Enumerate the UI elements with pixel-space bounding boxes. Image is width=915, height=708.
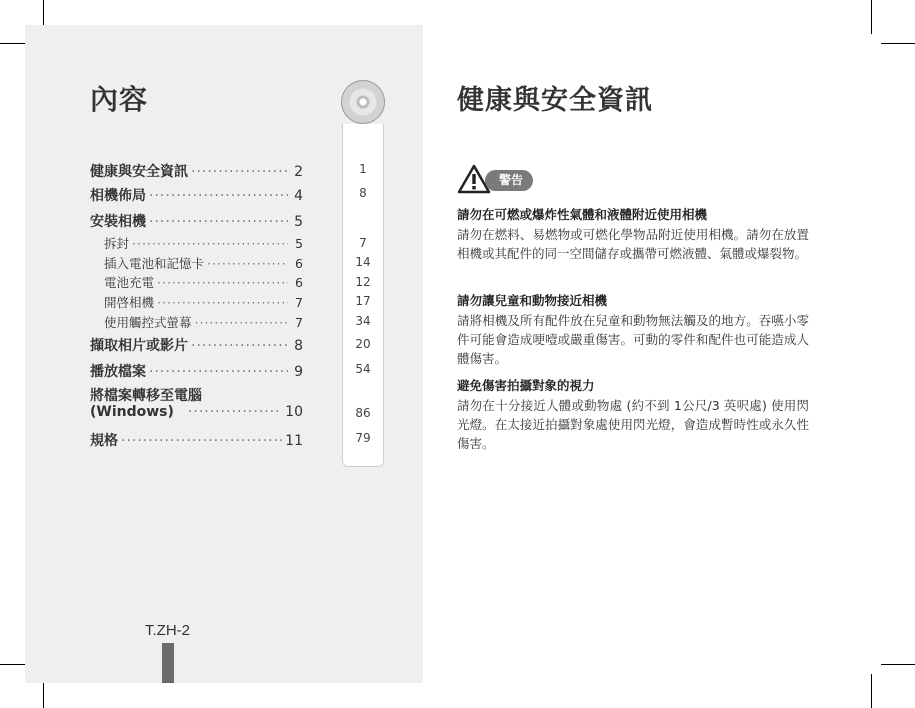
toc-subentry[interactable] — [104, 234, 303, 252]
toc-title: 內容 — [90, 83, 149, 116]
strip-number: 1 — [359, 162, 367, 176]
page-number: T.ZH-2 — [145, 622, 190, 639]
toc-entry-page: 6 — [295, 256, 303, 271]
leader-dots — [191, 164, 288, 180]
safety-section — [457, 377, 809, 453]
toc-entry[interactable] — [90, 211, 303, 231]
strip-number: 20 — [355, 337, 371, 351]
leader-dots — [188, 404, 282, 420]
toc-entry-page: 2 — [294, 164, 303, 180]
disc-icon — [341, 80, 385, 124]
toc-entry-label: 電池充電 — [104, 275, 155, 290]
strip-number: 34 — [355, 314, 371, 328]
toc-entry[interactable] — [90, 430, 303, 450]
toc-entry-page: 7 — [295, 315, 303, 330]
toc-subentry[interactable] — [104, 254, 303, 272]
leader-dots — [157, 295, 288, 310]
toc-entry-page: 11 — [285, 433, 303, 449]
leader-dots — [132, 236, 288, 251]
strip-number: 8 — [359, 186, 367, 200]
section-body: 請勿在十分接近人體或動物處 (約不到 1公尺/3 英呎處) 使用閃光燈。在太接近拍攝對象處使用閃光燈，會造成暫時性或永久性傷害。 — [457, 398, 809, 451]
leader-dots — [157, 275, 288, 290]
crop-mark — [871, 674, 872, 708]
section-heading: 請勿讓兒童和動物接近相機 — [457, 293, 608, 308]
warning-badge: 警告 — [485, 170, 533, 191]
leader-dots — [195, 315, 288, 330]
leader-dots — [207, 256, 288, 271]
toc-entry-label: 相機佈局 — [90, 188, 146, 204]
toc-entry[interactable] — [90, 361, 303, 381]
page-tab-marker — [162, 643, 174, 683]
toc-entry-label: 拆封 — [104, 236, 130, 251]
toc-entry-label: 開啓相機 — [104, 295, 155, 310]
toc-entry-page: 9 — [294, 364, 303, 380]
toc-entry-label: 規格 — [90, 433, 118, 449]
safety-section — [457, 206, 809, 263]
strip-number: 17 — [355, 294, 371, 308]
crop-mark — [881, 664, 915, 665]
toc-entry-page: 10 — [285, 404, 303, 420]
toc-entry-page: 5 — [294, 214, 303, 230]
strip-number: 14 — [355, 255, 371, 269]
leader-dots — [149, 214, 288, 230]
strip-number: 86 — [355, 406, 371, 420]
toc-entry-page: 6 — [295, 275, 303, 290]
leader-dots — [149, 364, 288, 380]
section-title: 健康與安全資訊 — [457, 85, 653, 116]
toc-entry-page: 8 — [294, 338, 303, 354]
toc-entry-label: 擷取相片或影片 — [90, 338, 188, 354]
toc-subentry[interactable] — [104, 273, 303, 291]
toc-entry-label: 播放檔案 — [90, 364, 146, 380]
safety-section — [457, 292, 809, 368]
leader-dots — [121, 433, 282, 449]
strip-number: 79 — [355, 431, 371, 445]
crop-mark — [871, 0, 872, 34]
toc-entry-label: 插入電池和記憶卡 — [104, 256, 205, 271]
toc-entry-label: 使用觸控式螢幕 — [104, 315, 192, 330]
section-body: 請勿在燃料、易燃物或可燃化學物品附近使用相機。請勿在放置相機或其配件的同一空間儲存或攜帶可燃液體、氣體或爆裂物。 — [457, 227, 809, 261]
toc-entry[interactable] — [90, 161, 303, 181]
toc-entry-page: 5 — [295, 236, 303, 251]
toc-subentry[interactable] — [104, 313, 303, 331]
toc-entry-label[interactable]: 將檔案轉移至電腦 — [90, 388, 202, 404]
section-heading: 請勿在可燃或爆炸性氣體和液體附近使用相機 — [457, 207, 708, 222]
section-body: 請將相機及所有配件放在兒童和動物無法觸及的地方。吞嚥小零件可能會造成哽噎或嚴重傷害。可動的零件和配件也可能造成人體傷害。 — [457, 313, 809, 366]
toc-entry-label: 健康與安全資訊 — [90, 164, 188, 180]
section-heading: 避免傷害拍攝對象的視力 — [457, 378, 595, 393]
toc-entry[interactable] — [90, 404, 303, 420]
toc-entry[interactable] — [90, 335, 303, 355]
toc-entry-label-continued: (Windows) — [90, 404, 174, 420]
toc-entry-label: 安裝相機 — [90, 214, 146, 230]
strip-number: 54 — [355, 362, 371, 376]
toc-entry-page: 7 — [295, 295, 303, 310]
crop-mark — [881, 43, 915, 44]
leader-dots — [191, 338, 288, 354]
strip-number: 7 — [359, 236, 367, 250]
toc-subentry[interactable] — [104, 293, 303, 311]
toc-entry-page: 4 — [294, 188, 303, 204]
leader-dots — [149, 188, 288, 204]
toc-entry[interactable] — [90, 185, 303, 205]
strip-number: 12 — [355, 275, 371, 289]
